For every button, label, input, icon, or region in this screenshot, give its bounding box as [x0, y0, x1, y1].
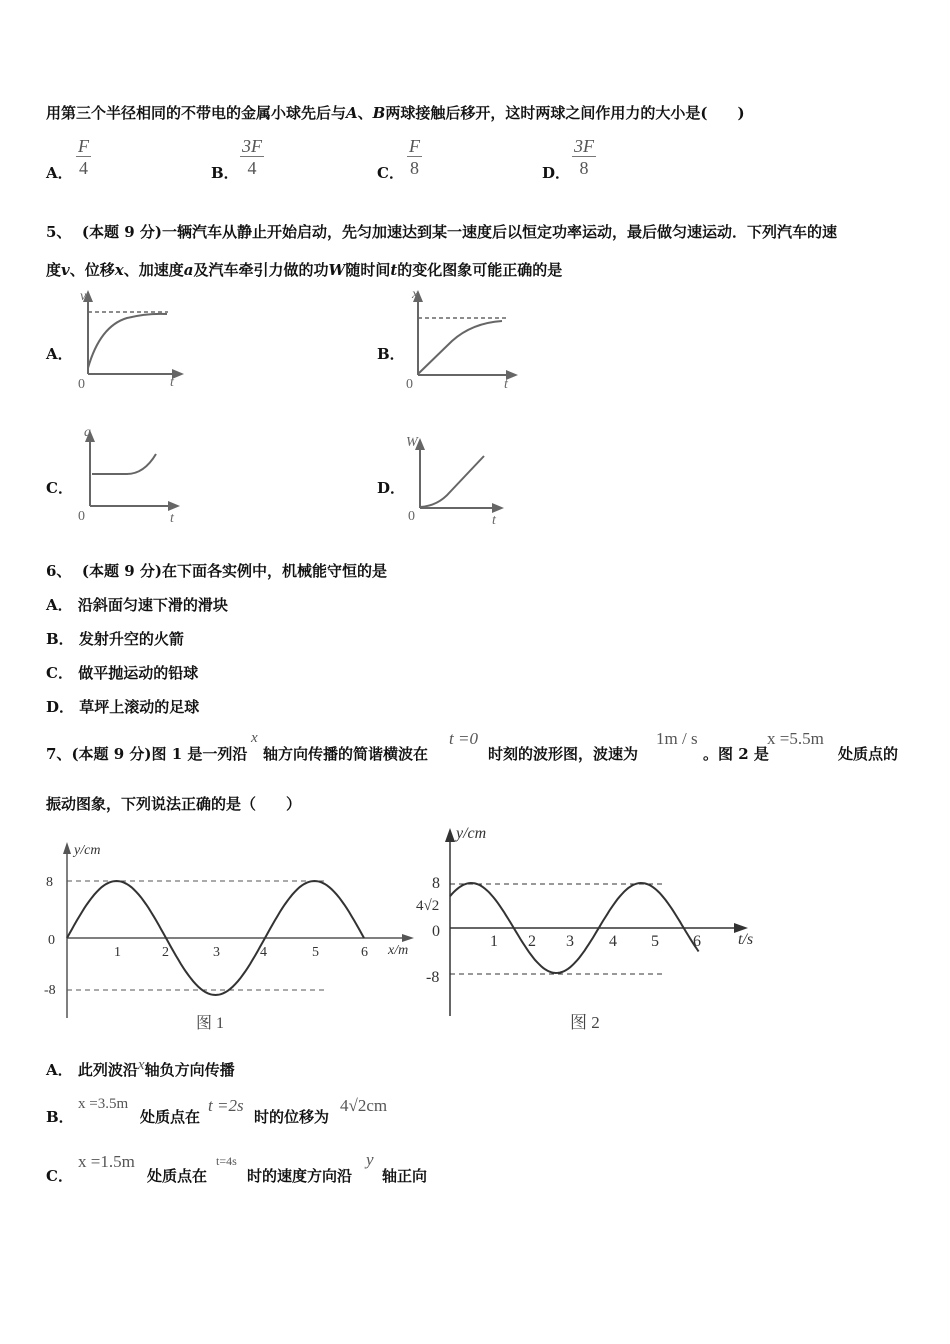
q4-stem	[46, 102, 745, 123]
option-label: D．	[46, 698, 75, 716]
q5-option-b-label[interactable]: B．	[377, 345, 405, 363]
y-axis-arrow	[63, 842, 71, 854]
option-text: 做平抛运动的铅球	[78, 664, 199, 682]
x-axis-arrow	[168, 501, 180, 511]
option-label: A．	[46, 596, 73, 614]
q7-stem-line1-text-a	[46, 743, 247, 764]
q4-option-b-label[interactable]: B．	[211, 164, 239, 182]
y-axis-label: v	[80, 289, 87, 304]
q5-score: (本题 9 分)	[81, 223, 162, 241]
option-label: C．	[46, 664, 73, 682]
q7-option-c-time: t=4s	[216, 1154, 237, 1168]
q7-stem-line2: 振动图象，下列说法正确的是（ ）	[46, 795, 302, 813]
q4-option-a-label[interactable]: A．	[46, 164, 73, 182]
q7-option-c-text-1: 处质点在	[147, 1167, 208, 1185]
option-text: 轴负方向传播	[144, 1061, 235, 1079]
fraction-numerator: F	[78, 136, 89, 156]
q5-number: 5、	[46, 223, 72, 241]
q7-stem-text-c: 时刻的波形图，波速为	[488, 745, 639, 763]
q7-option-b-text-1: 处质点在	[140, 1108, 201, 1126]
x-tick-4: 4	[260, 945, 267, 960]
q5-var-w: W	[328, 261, 346, 279]
x-tick-4: 4	[609, 933, 617, 950]
q7-option-b-time: t =2s	[208, 1096, 244, 1115]
x-tick-3: 3	[213, 945, 220, 960]
y-axis-label: y/cm	[74, 843, 101, 858]
q5-option-d-label[interactable]: D．	[377, 479, 406, 497]
q4-stem-ball-a: A	[346, 104, 358, 122]
origin-label: 0	[78, 509, 85, 524]
q6-stem	[46, 560, 387, 581]
q5-line1-text: 一辆汽车从静止开始启动，先匀加速达到某一速度后以恒定功率运动，最后做匀速运动．下列汽车的速	[161, 223, 837, 241]
fraction-numerator: 3F	[574, 136, 594, 156]
acceleration-curve	[92, 454, 156, 474]
option-text: 发射升空的火箭	[78, 630, 184, 648]
q7-option-a[interactable]	[46, 1059, 235, 1080]
displacement-curve	[418, 321, 502, 374]
y-axis-label: x	[412, 287, 419, 302]
q6-option-d[interactable]	[46, 696, 199, 717]
fraction-numerator: 3F	[242, 136, 262, 156]
y-tick-8: 8	[432, 875, 440, 892]
option-text: 草坪上滚动的足球	[79, 698, 200, 716]
figure-1-caption: 图 1	[196, 1015, 225, 1032]
x-tick-6: 6	[693, 933, 701, 950]
q6-number: 6、	[46, 562, 72, 580]
y-tick-neg8: -8	[44, 983, 56, 998]
q5-graph-c	[72, 422, 192, 526]
q7-score: (本题 9 分)	[71, 745, 152, 763]
fraction-denominator: 8	[579, 158, 589, 178]
x-tick-2: 2	[162, 945, 169, 960]
x-tick-3: 3	[566, 933, 574, 950]
q7-text: 图 1 是一列沿	[151, 745, 248, 763]
q7-stem-text-e: 处质点的	[838, 745, 899, 763]
q5-option-c-label[interactable]: C．	[46, 479, 73, 497]
q5-graph-b	[402, 286, 526, 392]
y-axis-label: y/cm	[456, 825, 487, 842]
x-tick-1: 1	[114, 945, 121, 960]
q5-var-t: t	[390, 261, 398, 279]
y-tick-0: 0	[432, 923, 440, 940]
q7-option-c-y-symbol: y	[366, 1150, 374, 1169]
fraction-numerator: F	[409, 136, 420, 156]
option-text: 沿斜面匀速下滑的滑块	[77, 596, 228, 614]
q7-wave-speed: 1m / s	[656, 729, 698, 748]
x-axis-label: t	[170, 375, 174, 390]
q7-stem-text-d: 。图 2 是	[703, 745, 769, 763]
q4-stem-text-1: 用第三个半径相同的不带电的金属小球先后与	[46, 104, 347, 122]
q7-option-b-text-2: 时的位移为	[254, 1108, 330, 1126]
q4-stem-text-2: 两球接触后移开，这时两球之间作用力的大小是( )	[385, 104, 745, 122]
q7-option-c-position: x =1.5m	[78, 1152, 135, 1171]
q5-text: 、位移	[69, 261, 115, 279]
y-tick-8: 8	[46, 875, 53, 890]
x-tick-1: 1	[490, 933, 498, 950]
figure-2-vibration	[410, 816, 762, 1036]
y-tick-neg8: -8	[426, 969, 440, 986]
q5-text: 的变化图象可能正确的是	[397, 261, 563, 279]
q7-option-c-text-2: 时的速度方向沿	[247, 1167, 353, 1185]
x-axis-arrow	[492, 503, 504, 513]
q7-number: 7、	[46, 745, 72, 763]
q5-text: 、加速度	[123, 261, 184, 279]
option-x-symbol: x	[137, 1057, 145, 1073]
x-tick-5: 5	[312, 945, 319, 960]
origin-label: 0	[408, 509, 415, 524]
q5-var-a: a	[183, 261, 194, 279]
figure-2-caption: 图 2	[570, 1013, 600, 1032]
option-label: B．	[46, 630, 74, 648]
q7-x-symbol: x	[251, 730, 258, 746]
q4-option-c-label[interactable]: C．	[377, 164, 404, 182]
q4-stem-sep: 、	[357, 104, 373, 122]
x-axis-label: t	[492, 513, 496, 526]
q5-graph-a	[72, 286, 192, 392]
q6-option-a[interactable]	[46, 594, 228, 615]
q6-stem-text: 在下面各实例中，机械能守恒的是	[161, 562, 387, 580]
q4-option-a-fraction	[76, 136, 91, 179]
q5-text: 及汽车牵引力做的功	[193, 261, 329, 279]
q6-option-c[interactable]	[46, 662, 198, 683]
y-tick-4root2: 4√2	[416, 898, 440, 914]
q7-option-b-displacement: 4√2cm	[340, 1096, 388, 1115]
q7-option-b-label[interactable]: B．	[46, 1108, 74, 1126]
fraction-denominator: 4	[247, 158, 257, 178]
fraction-denominator: 4	[79, 158, 88, 178]
x-axis-label: t/s	[738, 931, 754, 948]
y-axis-arrow	[445, 828, 455, 842]
q4-option-d-fraction	[572, 136, 596, 179]
x-tick-5: 5	[651, 933, 659, 950]
q4-stem-ball-b: B	[372, 104, 386, 122]
y-axis-label: a	[84, 425, 91, 440]
option-label: A．	[46, 1061, 73, 1079]
x-tick-2: 2	[528, 933, 536, 950]
q5-text: 度	[46, 261, 62, 279]
origin-label: 0	[406, 377, 413, 392]
q7-option-b-position: x =3.5m	[78, 1096, 129, 1112]
q5-stem-line2	[46, 259, 562, 280]
q7-option-c-label[interactable]: C．	[46, 1167, 73, 1185]
x-tick-6: 6	[361, 945, 368, 960]
fraction-denominator: 8	[410, 158, 419, 178]
q6-option-b[interactable]	[46, 628, 184, 649]
x-axis-label: t	[504, 377, 508, 392]
option-text: 此列波沿	[77, 1061, 138, 1079]
q5-text: 随时间	[345, 261, 391, 279]
x-axis-label: x/m	[388, 943, 409, 958]
q5-var-v: v	[61, 261, 70, 279]
q7-stem-text-b: 轴方向传播的简谐横波在	[263, 745, 429, 763]
q7-position: x =5.5m	[767, 729, 824, 748]
q7-option-c-text-3: 轴正向	[382, 1167, 428, 1185]
y-tick-0: 0	[48, 933, 55, 948]
velocity-curve	[88, 314, 167, 368]
q7-time-zero: t =0	[449, 729, 478, 748]
q4-option-d-label[interactable]: D．	[542, 164, 571, 182]
q6-score: (本题 9 分)	[81, 562, 162, 580]
q5-stem-line1	[46, 221, 837, 242]
y-axis-label: W	[406, 435, 418, 450]
q5-var-x: x	[114, 261, 124, 279]
work-curve	[420, 456, 484, 507]
q5-graph-d	[402, 432, 514, 526]
figure-1-waveform	[38, 832, 422, 1038]
x-axis-label: t	[170, 511, 174, 526]
q4-option-b-fraction	[240, 136, 264, 179]
origin-label: 0	[78, 377, 85, 392]
q4-option-c-fraction	[407, 136, 422, 179]
q5-option-a-label[interactable]: A．	[46, 345, 73, 363]
